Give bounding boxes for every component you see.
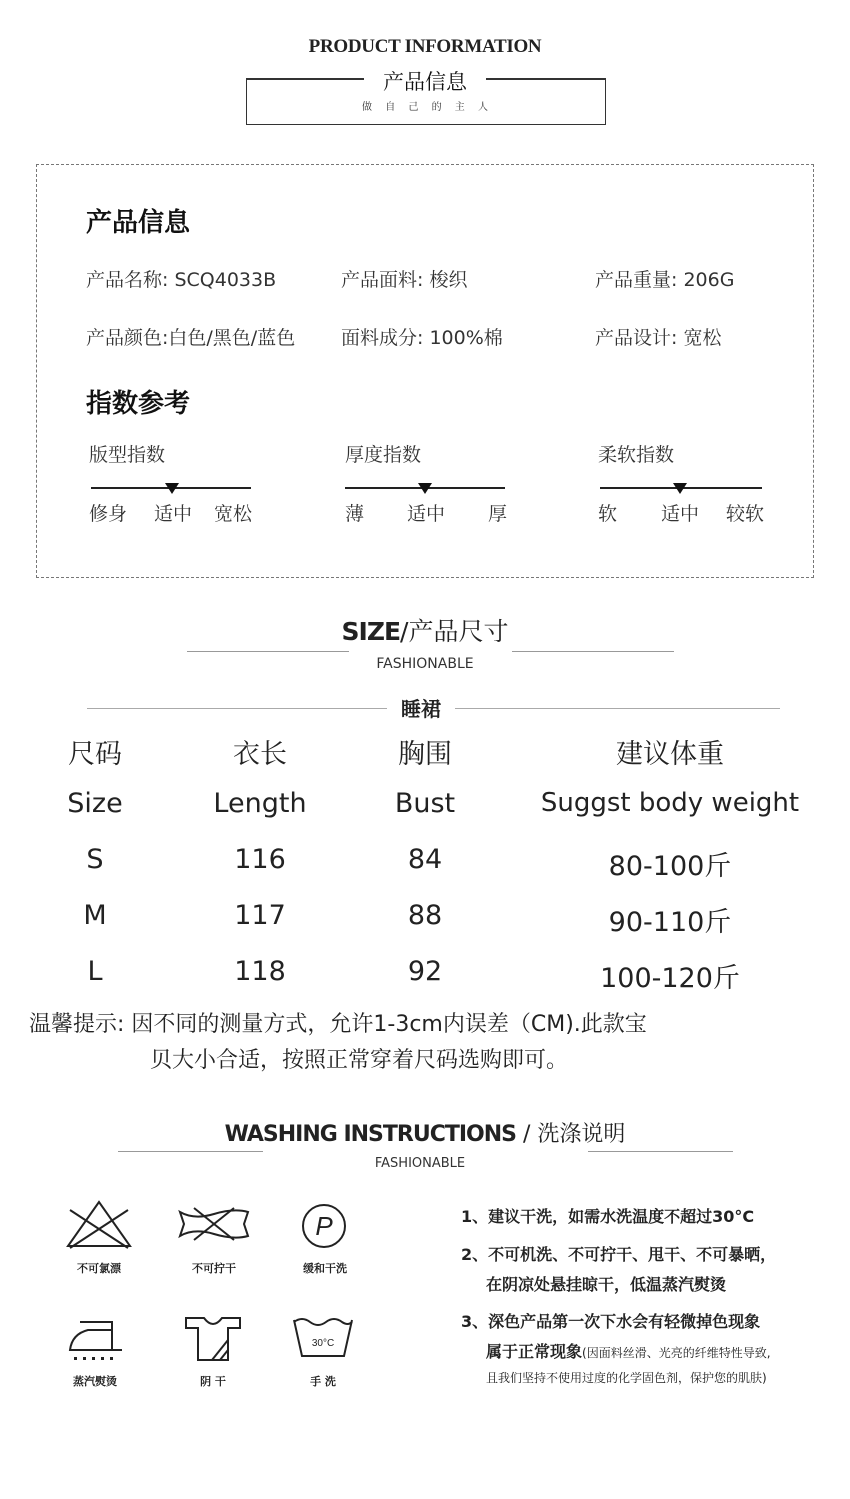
header-slogan: 做 自 己 的 主 人 xyxy=(362,102,488,113)
index-mid: 适中 xyxy=(661,503,700,525)
gentle-dryclean-icon xyxy=(300,1202,348,1250)
washing-rule-right xyxy=(588,1151,733,1152)
field-fabric xyxy=(341,265,467,292)
icon-label: 手 洗 xyxy=(310,1375,336,1388)
col-header-en: Size xyxy=(67,788,123,819)
index-right: 较软 xyxy=(726,503,765,525)
washing-note xyxy=(486,1339,771,1362)
icon-label: 缓和干洗 xyxy=(303,1262,347,1275)
washing-note-small: 且我们坚持不使用过度的化学固色剂，保护您的肌肤) xyxy=(486,1371,767,1385)
size-rule-right xyxy=(512,651,674,652)
washing-note: 在阴凉处悬挂晾干，低温蒸汽熨烫 xyxy=(486,1275,727,1294)
index-left: 修身 xyxy=(89,503,128,525)
table-cell: 117 xyxy=(234,900,286,931)
size-rule-left xyxy=(187,651,349,652)
field-value: 206G xyxy=(683,269,735,291)
col-header-en: Length xyxy=(213,788,307,819)
washing-note-small: (因面料丝滑、光亮的纤维特性导致, xyxy=(582,1346,771,1360)
header-title-cn: 产品信息 xyxy=(383,70,467,94)
size-subtitle: FASHIONABLE xyxy=(376,656,474,672)
table-cell: S xyxy=(86,844,104,875)
col-header-cn: 建议体重 xyxy=(616,739,724,770)
size-title-rest: /产品尺寸 xyxy=(400,617,509,646)
index-marker-icon xyxy=(673,483,687,494)
table-cell: L xyxy=(87,956,103,987)
table-cell: M xyxy=(83,900,107,931)
field-value: SCQ4033B xyxy=(174,269,277,291)
shade-dry-icon xyxy=(182,1314,244,1364)
category-rule-left xyxy=(87,708,387,709)
hand-wash-temp: 30°C xyxy=(311,1338,335,1349)
category-label: 睡裙 xyxy=(401,697,441,721)
field-value: 宽松 xyxy=(683,327,722,349)
field-value: 白色/黑色/蓝色 xyxy=(168,327,296,349)
washing-title xyxy=(180,1117,670,1148)
washing-rule-left xyxy=(118,1151,263,1152)
field-label: 产品面料: xyxy=(341,269,424,291)
index-title: 指数参考 xyxy=(86,389,191,419)
hand-wash-icon xyxy=(290,1314,356,1360)
field-composition xyxy=(341,323,503,350)
col-header-cn: 尺码 xyxy=(68,739,122,770)
index-mid: 适中 xyxy=(407,503,446,525)
field-label: 产品名称: xyxy=(86,269,169,291)
size-note-line2: 贝大小合适，按照正常穿着尺码选购即可。 xyxy=(150,1048,569,1073)
field-design xyxy=(595,323,721,350)
table-cell: 84 xyxy=(407,844,443,875)
icon-label: 不可氯漂 xyxy=(77,1262,121,1275)
index-left: 薄 xyxy=(345,503,365,525)
index-left: 软 xyxy=(598,503,618,525)
no-wring-icon xyxy=(174,1204,254,1244)
table-cell: 90-110斤 xyxy=(608,907,732,938)
index-mid: 适中 xyxy=(154,503,193,525)
index-right: 厚 xyxy=(488,503,508,525)
col-header-en: Bust xyxy=(394,788,456,819)
icon-label: 不可拧干 xyxy=(192,1262,236,1275)
table-cell: 88 xyxy=(407,900,443,931)
icon-label: 阴 干 xyxy=(200,1375,226,1388)
washing-subtitle: FASHIONABLE xyxy=(374,1156,466,1171)
washing-note: 2、不可机洗、不可拧干、甩干、不可暴晒， xyxy=(461,1245,777,1264)
size-note-line1: 温馨提示: 因不同的测量方式，允许1-3cm内误差（CM).此款宝 xyxy=(29,1012,647,1037)
washing-title-rest: / 洗涤说明 xyxy=(516,1122,626,1147)
index-name: 厚度指数 xyxy=(345,444,422,466)
index-name: 版型指数 xyxy=(89,444,166,466)
washing-note-bold: 属于正常现象 xyxy=(486,1342,583,1361)
col-header-en: Suggst body weight xyxy=(540,788,800,818)
table-cell: 118 xyxy=(234,956,286,987)
washing-note: 3、深色产品第一次下水会有轻微掉色现象 xyxy=(461,1312,761,1331)
icon-label: 蒸汽熨烫 xyxy=(73,1375,117,1388)
table-cell: 92 xyxy=(407,956,443,987)
field-label: 产品设计: xyxy=(595,327,678,349)
field-color xyxy=(86,323,295,350)
dryclean-glyph: P xyxy=(315,1211,333,1241)
steam-iron-icon xyxy=(66,1316,126,1364)
no-bleach-icon xyxy=(64,1198,134,1250)
table-cell: 116 xyxy=(234,844,286,875)
field-label: 产品颜色: xyxy=(86,327,169,349)
index-name: 柔软指数 xyxy=(598,444,675,466)
field-name xyxy=(86,265,276,292)
index-right: 宽松 xyxy=(214,503,253,525)
col-header-cn: 衣长 xyxy=(233,739,287,770)
field-label: 产品重量: xyxy=(595,269,678,291)
info-title: 产品信息 xyxy=(86,208,191,238)
size-title xyxy=(275,612,575,648)
category-rule-right xyxy=(455,708,780,709)
field-value: 梭织 xyxy=(429,269,468,291)
field-weight xyxy=(595,265,734,292)
washing-title-bold: WASHING INSTRUCTIONS xyxy=(224,1122,517,1147)
table-cell: 100-120斤 xyxy=(600,963,740,994)
header-title-en: PRODUCT INFORMATION xyxy=(308,36,542,57)
table-cell: 80-100斤 xyxy=(608,851,732,882)
field-value: 100%棉 xyxy=(429,327,503,349)
size-title-bold: SIZE xyxy=(341,617,401,646)
col-header-cn: 胸围 xyxy=(398,739,452,770)
index-marker-icon xyxy=(418,483,432,494)
field-label: 面料成分: xyxy=(341,327,424,349)
washing-note: 1、建议干洗，如需水洗温度不超过30°C xyxy=(461,1207,755,1226)
index-marker-icon xyxy=(165,483,179,494)
